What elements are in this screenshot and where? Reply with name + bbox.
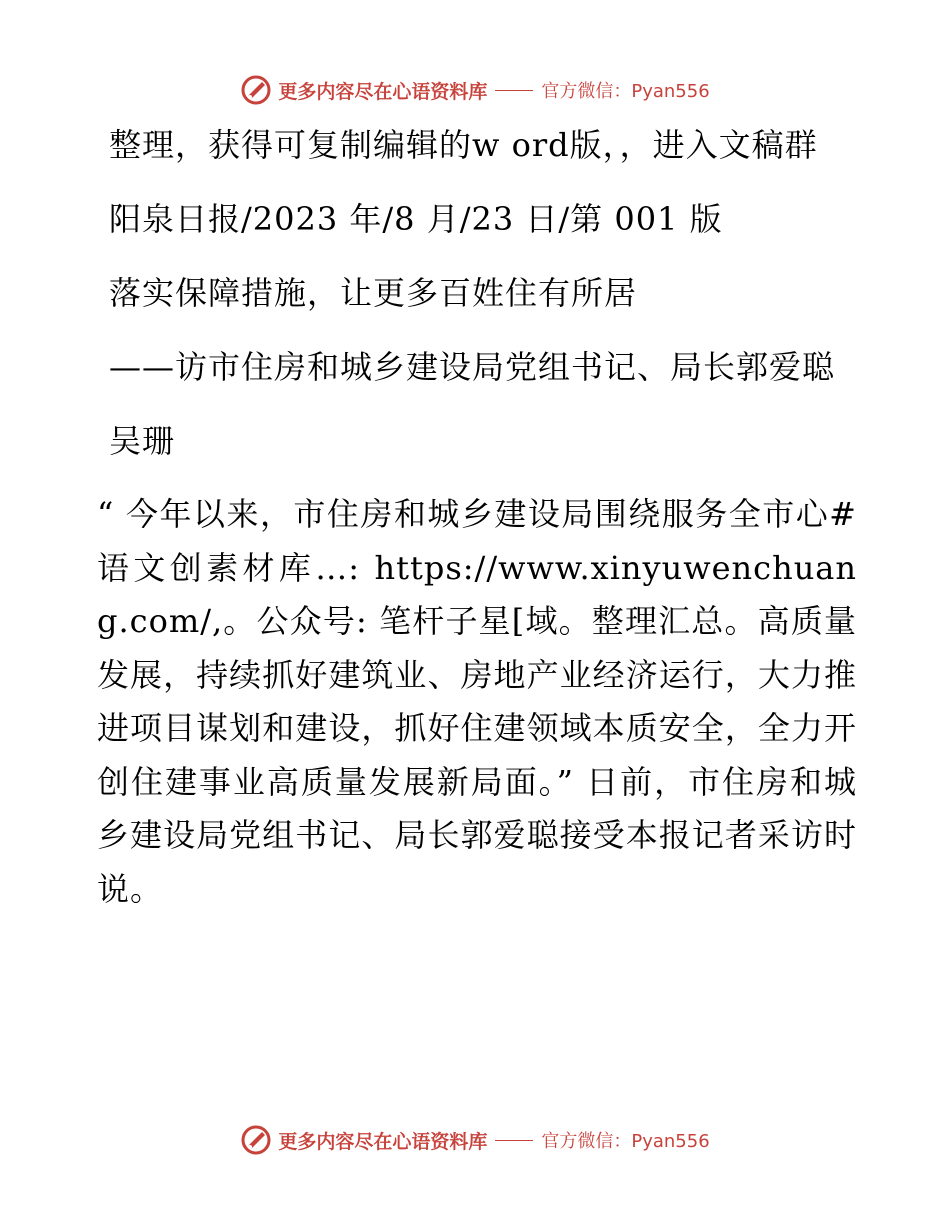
logo-icon bbox=[240, 74, 272, 106]
banner-divider bbox=[495, 90, 533, 91]
logo-icon bbox=[240, 1124, 272, 1156]
banner-divider bbox=[495, 1140, 533, 1141]
banner-sub-text: 官方微信：Pyan556 bbox=[541, 81, 710, 102]
banner-main-text: 更多内容尽在心语资料库 bbox=[278, 80, 488, 103]
article-subtitle: ——访市住房和城乡建设局党组书记、局长郭爱聪 bbox=[109, 348, 836, 386]
document-body bbox=[97, 118, 857, 916]
source-line: 阳泉日报/2023 年/8 月/23 日/第 001 版 bbox=[109, 200, 723, 238]
header-watermark-banner bbox=[0, 70, 950, 110]
article-author: 吴珊 bbox=[109, 422, 176, 460]
intro-line: 整理，获得可复制编辑的w ord版，，进入文稿群 bbox=[109, 126, 818, 164]
banner-main-text: 更多内容尽在心语资料库 bbox=[278, 1130, 488, 1153]
footer-watermark-banner bbox=[0, 1120, 950, 1160]
article-paragraph: “ 今年以来，市住房和城乡建设局围绕服务全市心#语文创素材库…: https://www.xinyuwenchuang.com/,。公众号: 笔杆子星[域。整理汇总。高质量发展，持续抓好建筑业、房地产业经济运行，大力推进项目谋划和建设，抓好住建领域本质安全，全力开创住建事业高质量发展新局面。” 日前，市住房和城乡建设局党组书记、局长郭爱聪接受本报记者采访时说。 bbox=[97, 495, 857, 908]
banner-sub-text: 官方微信：Pyan556 bbox=[541, 1131, 710, 1152]
article-title: 落实保障措施，让更多百姓住有所居 bbox=[109, 274, 638, 312]
